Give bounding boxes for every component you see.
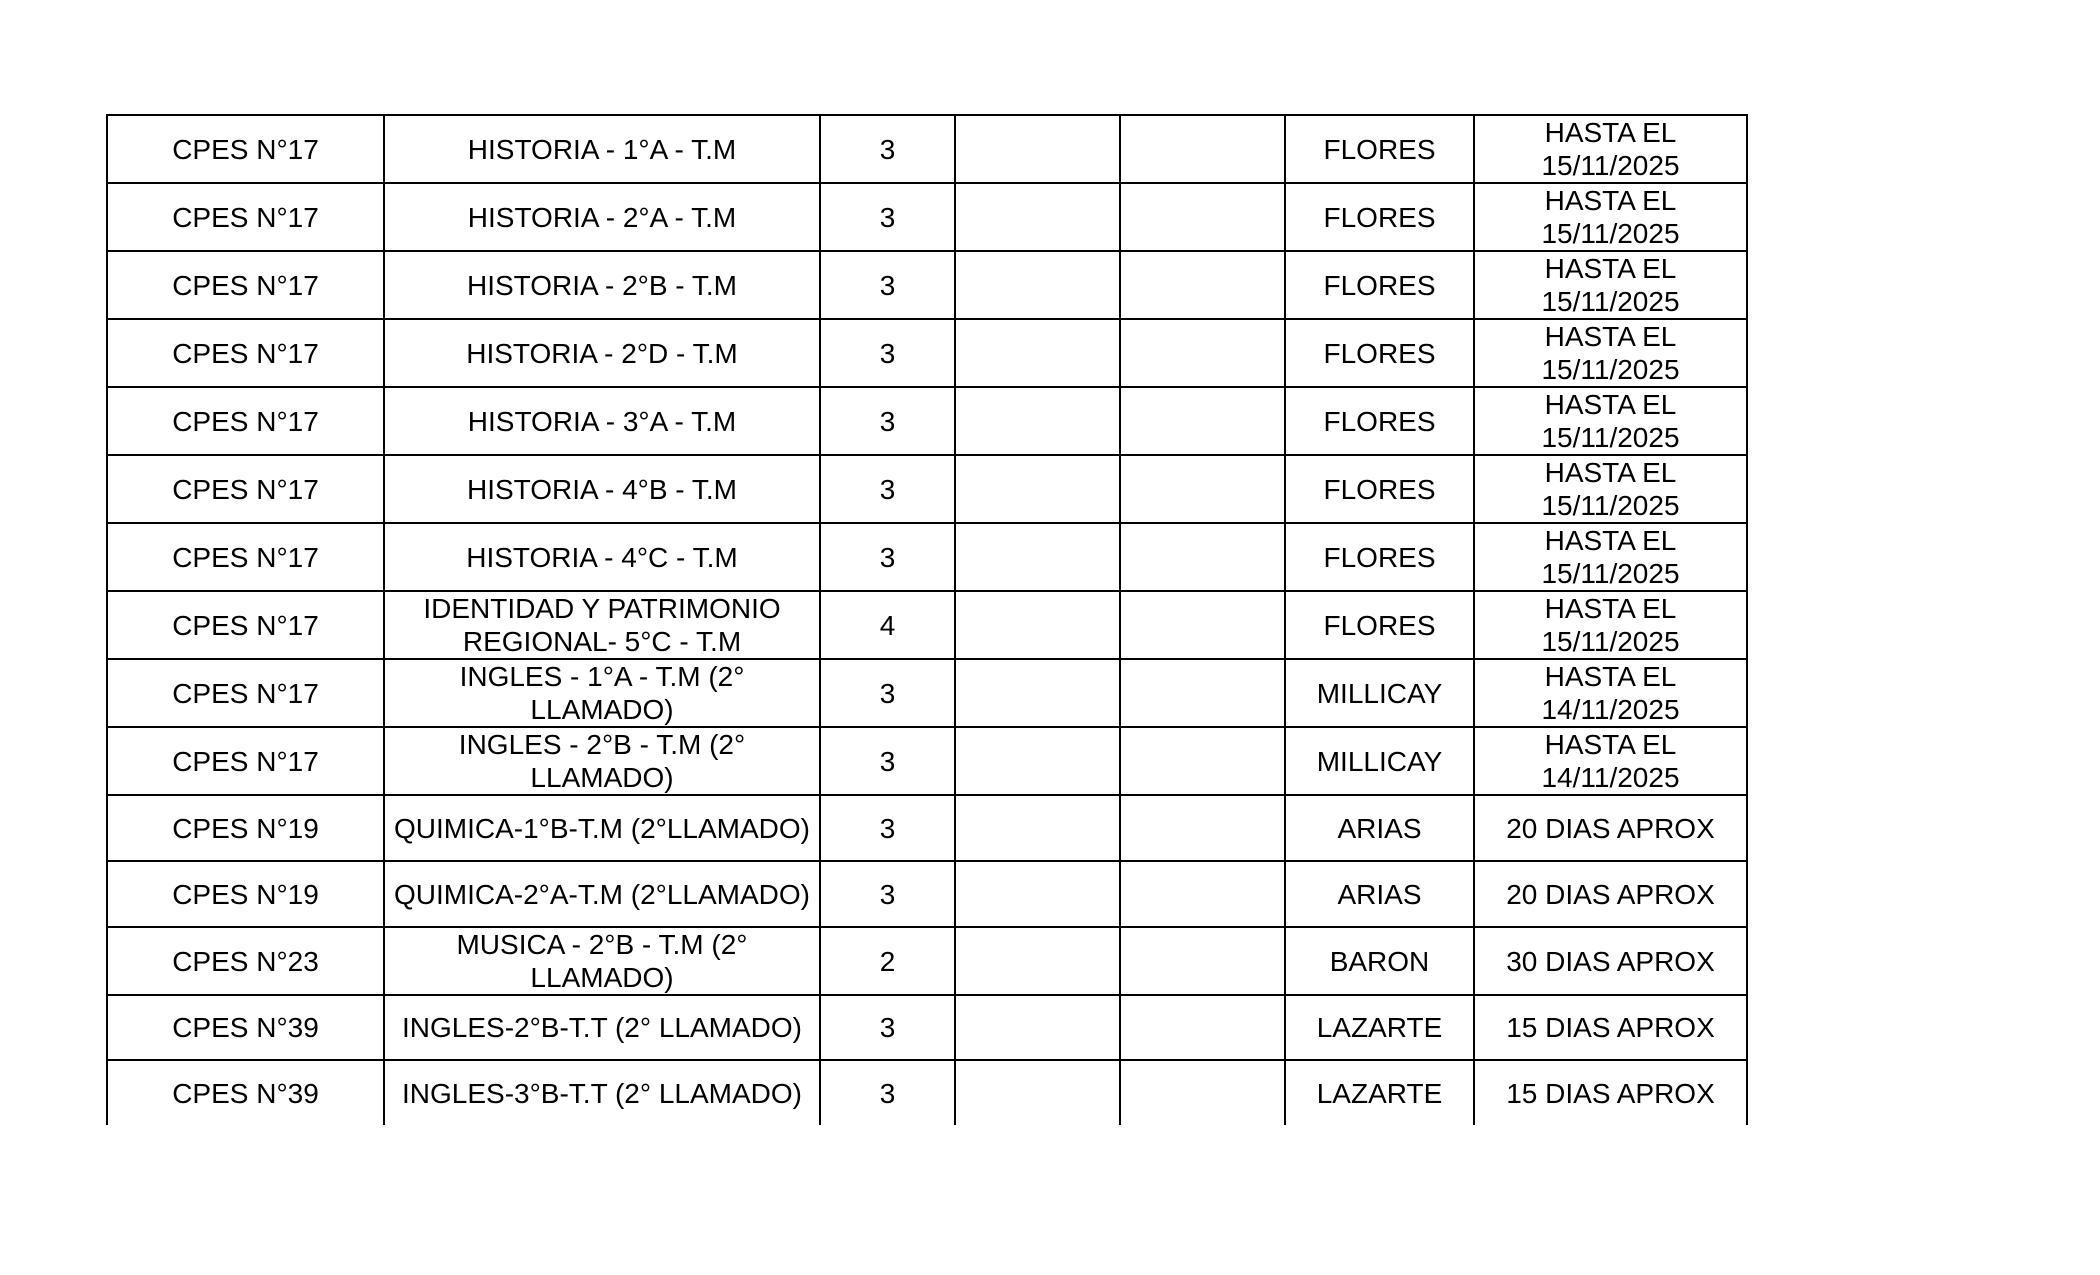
empty-cell xyxy=(955,523,1120,591)
empty-cell xyxy=(955,659,1120,727)
name-cell: FLORES xyxy=(1285,115,1474,183)
deadline-cell: HASTA EL 14/11/2025 xyxy=(1474,659,1747,727)
empty-cell xyxy=(955,927,1120,995)
subject-cell: IDENTIDAD Y PATRIMONIO REGIONAL- 5°C - T.M xyxy=(384,591,820,659)
empty-cell xyxy=(1120,727,1285,795)
empty-cell xyxy=(1120,523,1285,591)
hours-cell: 3 xyxy=(820,995,955,1060)
table-row xyxy=(107,861,1747,927)
subject-cell: HISTORIA - 2°B - T.M xyxy=(384,251,820,319)
table-row xyxy=(107,251,1747,319)
deadline-cell: 15 DIAS APROX xyxy=(1474,995,1747,1060)
subject-cell: HISTORIA - 1°A - T.M xyxy=(384,115,820,183)
deadline-cell: HASTA EL 14/11/2025 xyxy=(1474,727,1747,795)
table-row xyxy=(107,659,1747,727)
school-cell: CPES N°17 xyxy=(107,455,384,523)
table-row xyxy=(107,995,1747,1060)
school-cell: CPES N°17 xyxy=(107,319,384,387)
deadline-cell: 20 DIAS APROX xyxy=(1474,861,1747,927)
name-cell: FLORES xyxy=(1285,183,1474,251)
empty-cell xyxy=(955,183,1120,251)
empty-cell xyxy=(955,727,1120,795)
school-cell: CPES N°17 xyxy=(107,387,384,455)
school-cell: CPES N°17 xyxy=(107,251,384,319)
hours-cell: 3 xyxy=(820,795,955,861)
name-cell: FLORES xyxy=(1285,319,1474,387)
empty-cell xyxy=(1120,591,1285,659)
empty-cell xyxy=(1120,1060,1285,1125)
name-cell: FLORES xyxy=(1285,591,1474,659)
subject-cell: INGLES-3°B-T.T (2° LLAMADO) xyxy=(384,1060,820,1125)
table-row xyxy=(107,1060,1747,1125)
hours-cell: 3 xyxy=(820,523,955,591)
table-row xyxy=(107,115,1747,183)
deadline-cell: HASTA EL 15/11/2025 xyxy=(1474,455,1747,523)
name-cell: MILLICAY xyxy=(1285,659,1474,727)
name-cell: BARON xyxy=(1285,927,1474,995)
deadline-cell: HASTA EL 15/11/2025 xyxy=(1474,319,1747,387)
hours-cell: 3 xyxy=(820,727,955,795)
hours-cell: 3 xyxy=(820,387,955,455)
name-cell: FLORES xyxy=(1285,387,1474,455)
table-row xyxy=(107,183,1747,251)
deadline-cell: HASTA EL 15/11/2025 xyxy=(1474,251,1747,319)
school-cell: CPES N°17 xyxy=(107,659,384,727)
deadline-cell: HASTA EL 15/11/2025 xyxy=(1474,115,1747,183)
name-cell: FLORES xyxy=(1285,251,1474,319)
subject-cell: HISTORIA - 4°B - T.M xyxy=(384,455,820,523)
table-row xyxy=(107,319,1747,387)
hours-cell: 3 xyxy=(820,861,955,927)
school-cell: CPES N°23 xyxy=(107,927,384,995)
school-cell: CPES N°17 xyxy=(107,523,384,591)
subject-cell: MUSICA - 2°B - T.M (2° LLAMADO) xyxy=(384,927,820,995)
subject-cell: HISTORIA - 3°A - T.M xyxy=(384,387,820,455)
table-row xyxy=(107,795,1747,861)
subject-cell: INGLES-2°B-T.T (2° LLAMADO) xyxy=(384,995,820,1060)
deadline-cell: 15 DIAS APROX xyxy=(1474,1060,1747,1125)
deadline-cell: HASTA EL 15/11/2025 xyxy=(1474,183,1747,251)
vacancies-table xyxy=(106,114,1748,1125)
deadline-cell: 20 DIAS APROX xyxy=(1474,795,1747,861)
hours-cell: 3 xyxy=(820,183,955,251)
empty-cell xyxy=(1120,115,1285,183)
subject-cell: HISTORIA - 2°A - T.M xyxy=(384,183,820,251)
empty-cell xyxy=(1120,319,1285,387)
subject-cell: HISTORIA - 2°D - T.M xyxy=(384,319,820,387)
name-cell: ARIAS xyxy=(1285,795,1474,861)
subject-cell: QUIMICA-2°A-T.M (2°LLAMADO) xyxy=(384,861,820,927)
name-cell: LAZARTE xyxy=(1285,1060,1474,1125)
table-row xyxy=(107,387,1747,455)
school-cell: CPES N°17 xyxy=(107,115,384,183)
hours-cell: 3 xyxy=(820,319,955,387)
empty-cell xyxy=(955,591,1120,659)
hours-cell: 2 xyxy=(820,927,955,995)
table-row xyxy=(107,591,1747,659)
name-cell: MILLICAY xyxy=(1285,727,1474,795)
school-cell: CPES N°17 xyxy=(107,183,384,251)
deadline-cell: HASTA EL 15/11/2025 xyxy=(1474,591,1747,659)
empty-cell xyxy=(1120,927,1285,995)
empty-cell xyxy=(1120,995,1285,1060)
empty-cell xyxy=(1120,795,1285,861)
subject-cell: QUIMICA-1°B-T.M (2°LLAMADO) xyxy=(384,795,820,861)
deadline-cell: HASTA EL 15/11/2025 xyxy=(1474,387,1747,455)
hours-cell: 4 xyxy=(820,591,955,659)
hours-cell: 3 xyxy=(820,455,955,523)
empty-cell xyxy=(955,387,1120,455)
empty-cell xyxy=(955,319,1120,387)
subject-cell: INGLES - 1°A - T.M (2° LLAMADO) xyxy=(384,659,820,727)
hours-cell: 3 xyxy=(820,1060,955,1125)
deadline-cell: 30 DIAS APROX xyxy=(1474,927,1747,995)
empty-cell xyxy=(1120,659,1285,727)
table-row xyxy=(107,523,1747,591)
empty-cell xyxy=(1120,251,1285,319)
table-row xyxy=(107,455,1747,523)
name-cell: FLORES xyxy=(1285,523,1474,591)
empty-cell xyxy=(1120,183,1285,251)
empty-cell xyxy=(955,795,1120,861)
subject-cell: INGLES - 2°B - T.M (2° LLAMADO) xyxy=(384,727,820,795)
empty-cell xyxy=(955,861,1120,927)
name-cell: FLORES xyxy=(1285,455,1474,523)
empty-cell xyxy=(955,251,1120,319)
table-row xyxy=(107,727,1747,795)
empty-cell xyxy=(1120,861,1285,927)
name-cell: ARIAS xyxy=(1285,861,1474,927)
school-cell: CPES N°19 xyxy=(107,795,384,861)
empty-cell xyxy=(1120,455,1285,523)
school-cell: CPES N°17 xyxy=(107,591,384,659)
school-cell: CPES N°19 xyxy=(107,861,384,927)
empty-cell xyxy=(955,115,1120,183)
empty-cell xyxy=(955,455,1120,523)
subject-cell: HISTORIA - 4°C - T.M xyxy=(384,523,820,591)
hours-cell: 3 xyxy=(820,115,955,183)
school-cell: CPES N°17 xyxy=(107,727,384,795)
name-cell: LAZARTE xyxy=(1285,995,1474,1060)
empty-cell xyxy=(955,995,1120,1060)
school-cell: CPES N°39 xyxy=(107,1060,384,1125)
table-body xyxy=(107,115,1747,1125)
hours-cell: 3 xyxy=(820,659,955,727)
hours-cell: 3 xyxy=(820,251,955,319)
deadline-cell: HASTA EL 15/11/2025 xyxy=(1474,523,1747,591)
empty-cell xyxy=(1120,387,1285,455)
school-cell: CPES N°39 xyxy=(107,995,384,1060)
empty-cell xyxy=(955,1060,1120,1125)
table-row xyxy=(107,927,1747,995)
